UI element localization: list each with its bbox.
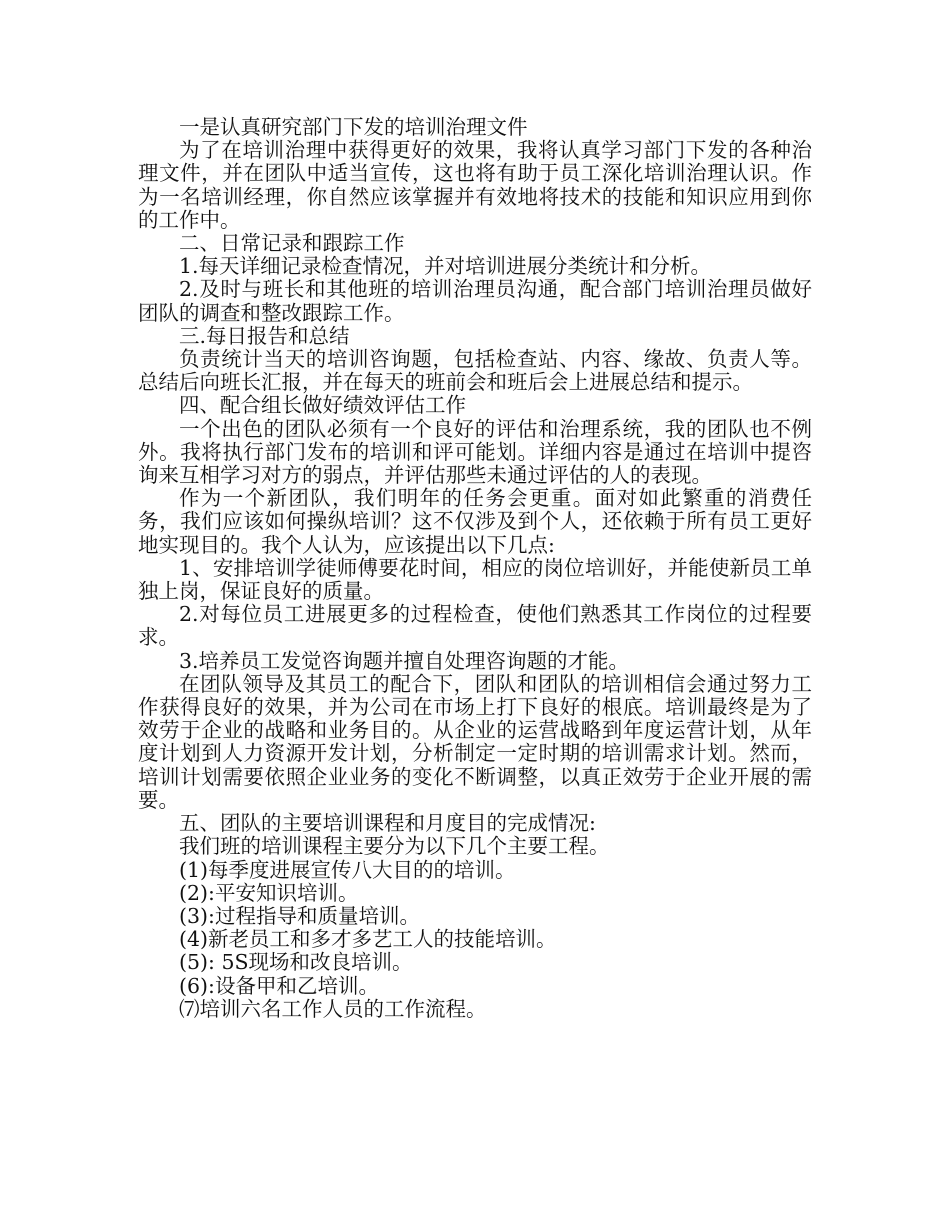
list-item: 2.对每位员工进展更多的过程检查，使他们熟悉其工作岗位的过程要求。 (138, 602, 812, 650)
list-item: (1)每季度进展宣传八大目的的培训。 (179, 857, 516, 882)
list-item: (5): 5S现场和改良培训。 (179, 950, 413, 975)
list-item: 3.培养员工发觉咨询题并擅自处理咨询题的才能。 (179, 648, 630, 673)
paragraph: 一是认真研究部门下发的培训治理文件 (179, 115, 528, 139)
paragraph: 2.及时与班长和其他班的培训治理员沟通，配合部门培训治理员做好团队的调查和整改跟踪工作。 (138, 277, 812, 325)
section-heading: 五、团队的主要培训课程和月度目的完成情况: (179, 811, 596, 836)
list-item: (4)新老员工和多才多艺工人的技能培训。 (179, 927, 557, 952)
list-item: (6):设备甲和乙培训。 (179, 973, 379, 998)
section-heading: 四、配合组长做好绩效评估工作 (179, 393, 466, 418)
paragraph: 为了在培训治理中获得更好的效果，我将认真学习部门下发的各种治理文件，并在团队中适当宣传，这也将有助于员工深化培训治理认识。作为一名培训经理，你自然应该掌握并有效地将技术的技能和知识应用到你的工作中。 (138, 138, 812, 232)
paragraph: 我们班的培训课程主要分为以下几个主要工程。 (179, 834, 610, 859)
paragraph: 作为一个新团队，我们明年的任务会更重。面对如此繁重的消费任务，我们应该如何操纵培训？这不仅涉及到个人，还依赖于所有员工更好地实现目的。我个人认为，应该提出以下几点: (138, 486, 812, 557)
section-heading: 三.每日报告和总结 (179, 323, 350, 348)
paragraph: 在团队领导及其员工的配合下，团队和团队的培训相信会通过努力工作获得良好的效果，并为公司在市场上打下良好的根底。培训最终是为了效劳于企业的战略和业务目的。从企业的运营战略到年度运营计划，从年度计划到人力资源开发计划，分析制定一定时期的培训需求计划。然而，培训计划需要依照企业业务的变化不断调整，以真正效劳于企业开展的需要。 (138, 671, 812, 812)
list-item: 1、安排培训学徒师傅要花时间，相应的岗位培训好，并能使新员工单独上岗，保证良好的质量。 (138, 555, 812, 604)
paragraph: 负责统计当天的培训咨询题，包括检查站、内容、缘故、负责人等。总结后向班长汇报，并在每天的班前会和班后会上进展总结和提示。 (138, 347, 812, 395)
list-item: (3):过程指导和质量培训。 (179, 903, 420, 928)
list-item: ⑺培训六名工作人员的工作流程。 (179, 996, 487, 1021)
document-body (138, 116, 812, 1021)
paragraph: 1.每天详细记录检查情况，并对培训进展分类统计和分析。 (179, 254, 712, 279)
section-heading: 二、日常记录和跟踪工作 (179, 231, 405, 256)
paragraph: 一个出色的团队必须有一个良好的评估和治理系统，我的团队也不例外。我将执行部门发布的培训和评可能划。详细内容是通过在培训中提咨询来互相学习对方的弱点，并评估那些未通过评估的人的表现。 (138, 416, 812, 488)
list-item: (2):平安知识培训。 (179, 880, 359, 905)
